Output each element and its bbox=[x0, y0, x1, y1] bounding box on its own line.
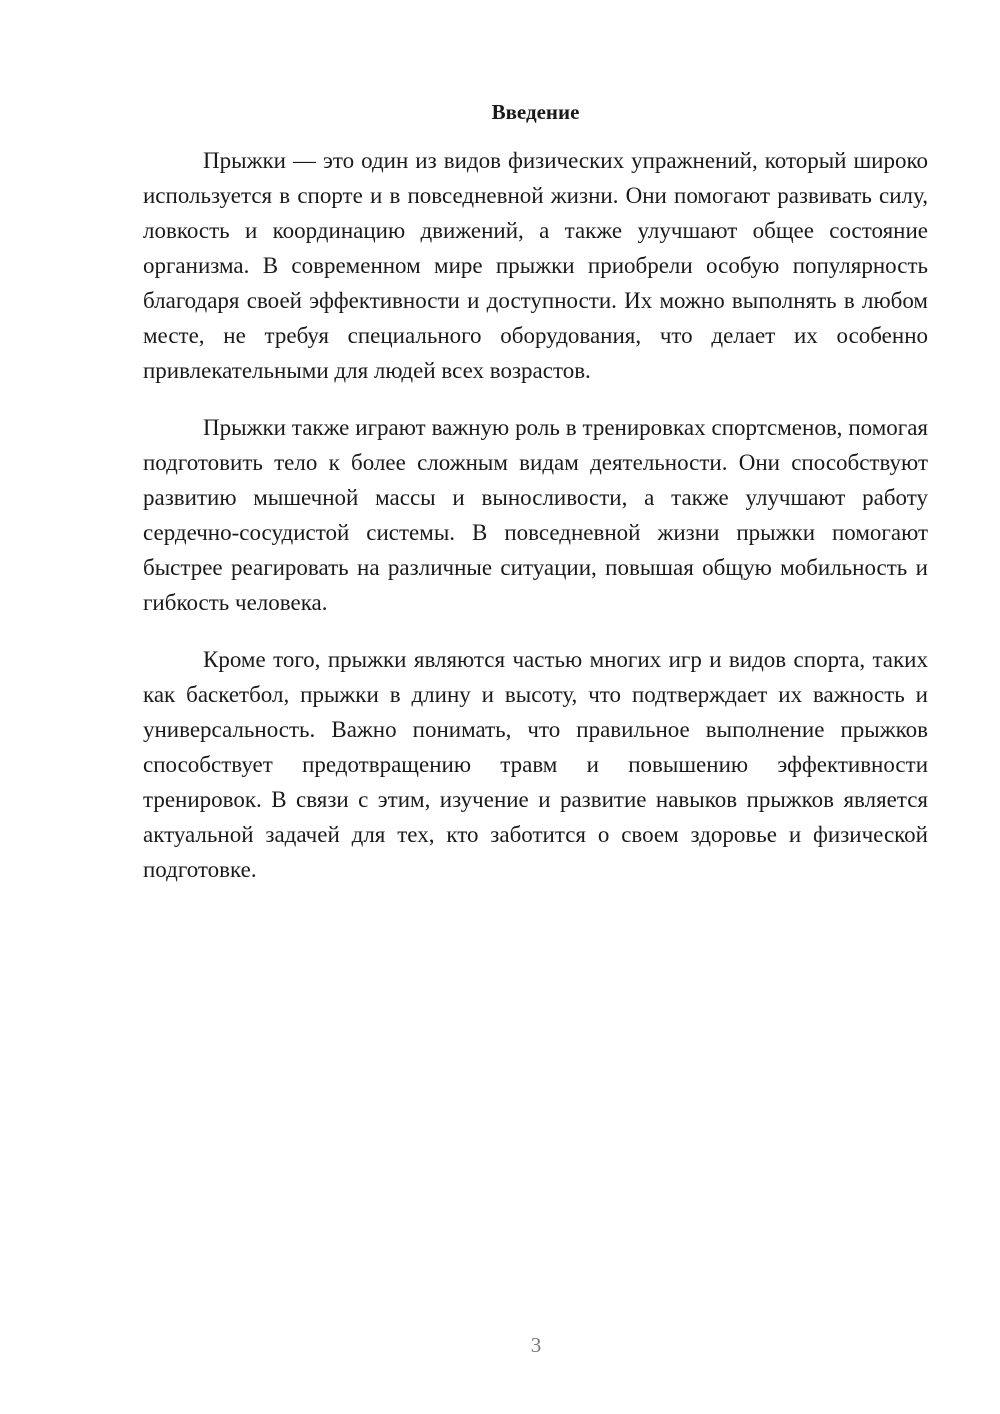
paragraph-1: Прыжки — это один из видов физических упражнений, который широко используется в спорте и в повседневной жизни. Они помогают развивать силу, ловкость и координацию движений, а также улучшают общее состояние организма. В современном мире прыжки приобрели особую популярность благодаря своей эффективности и доступности. Их можно выполнять в любом месте, не требуя специального оборудования, что делает их особенно привлекательными для людей всех возрастов. bbox=[143, 148, 928, 383]
paragraph-2: Прыжки также играют важную роль в тренировках спортсменов, помогая подготовить тело к более сложным видам деятельности. Они способствуют развитию мышечной массы и выносливости, а также улучшают работу сердечно-сосудистой системы. В повседневной жизни прыжки помогают быстрее реагировать на различные ситуации, повышая общую мобильность и гибкость человека. bbox=[143, 415, 928, 615]
paragraph-3: Кроме того, прыжки являются частью многих игр и видов спорта, таких как баскетбол, прыжки в длину и высоту, что подтверждает их важность и универсальность. Важно понимать, что правильное выполнение прыжков способствует предотвращению травм и повышению эффективности тренировок. В связи с этим, изучение и развитие навыков прыжков является актуальной задачей для тех, кто заботится о своем здоровье и физической подготовке. bbox=[143, 647, 928, 882]
section-heading: Введение bbox=[491, 100, 580, 124]
body-text bbox=[143, 143, 928, 909]
page-number: 3 bbox=[530, 1333, 542, 1357]
